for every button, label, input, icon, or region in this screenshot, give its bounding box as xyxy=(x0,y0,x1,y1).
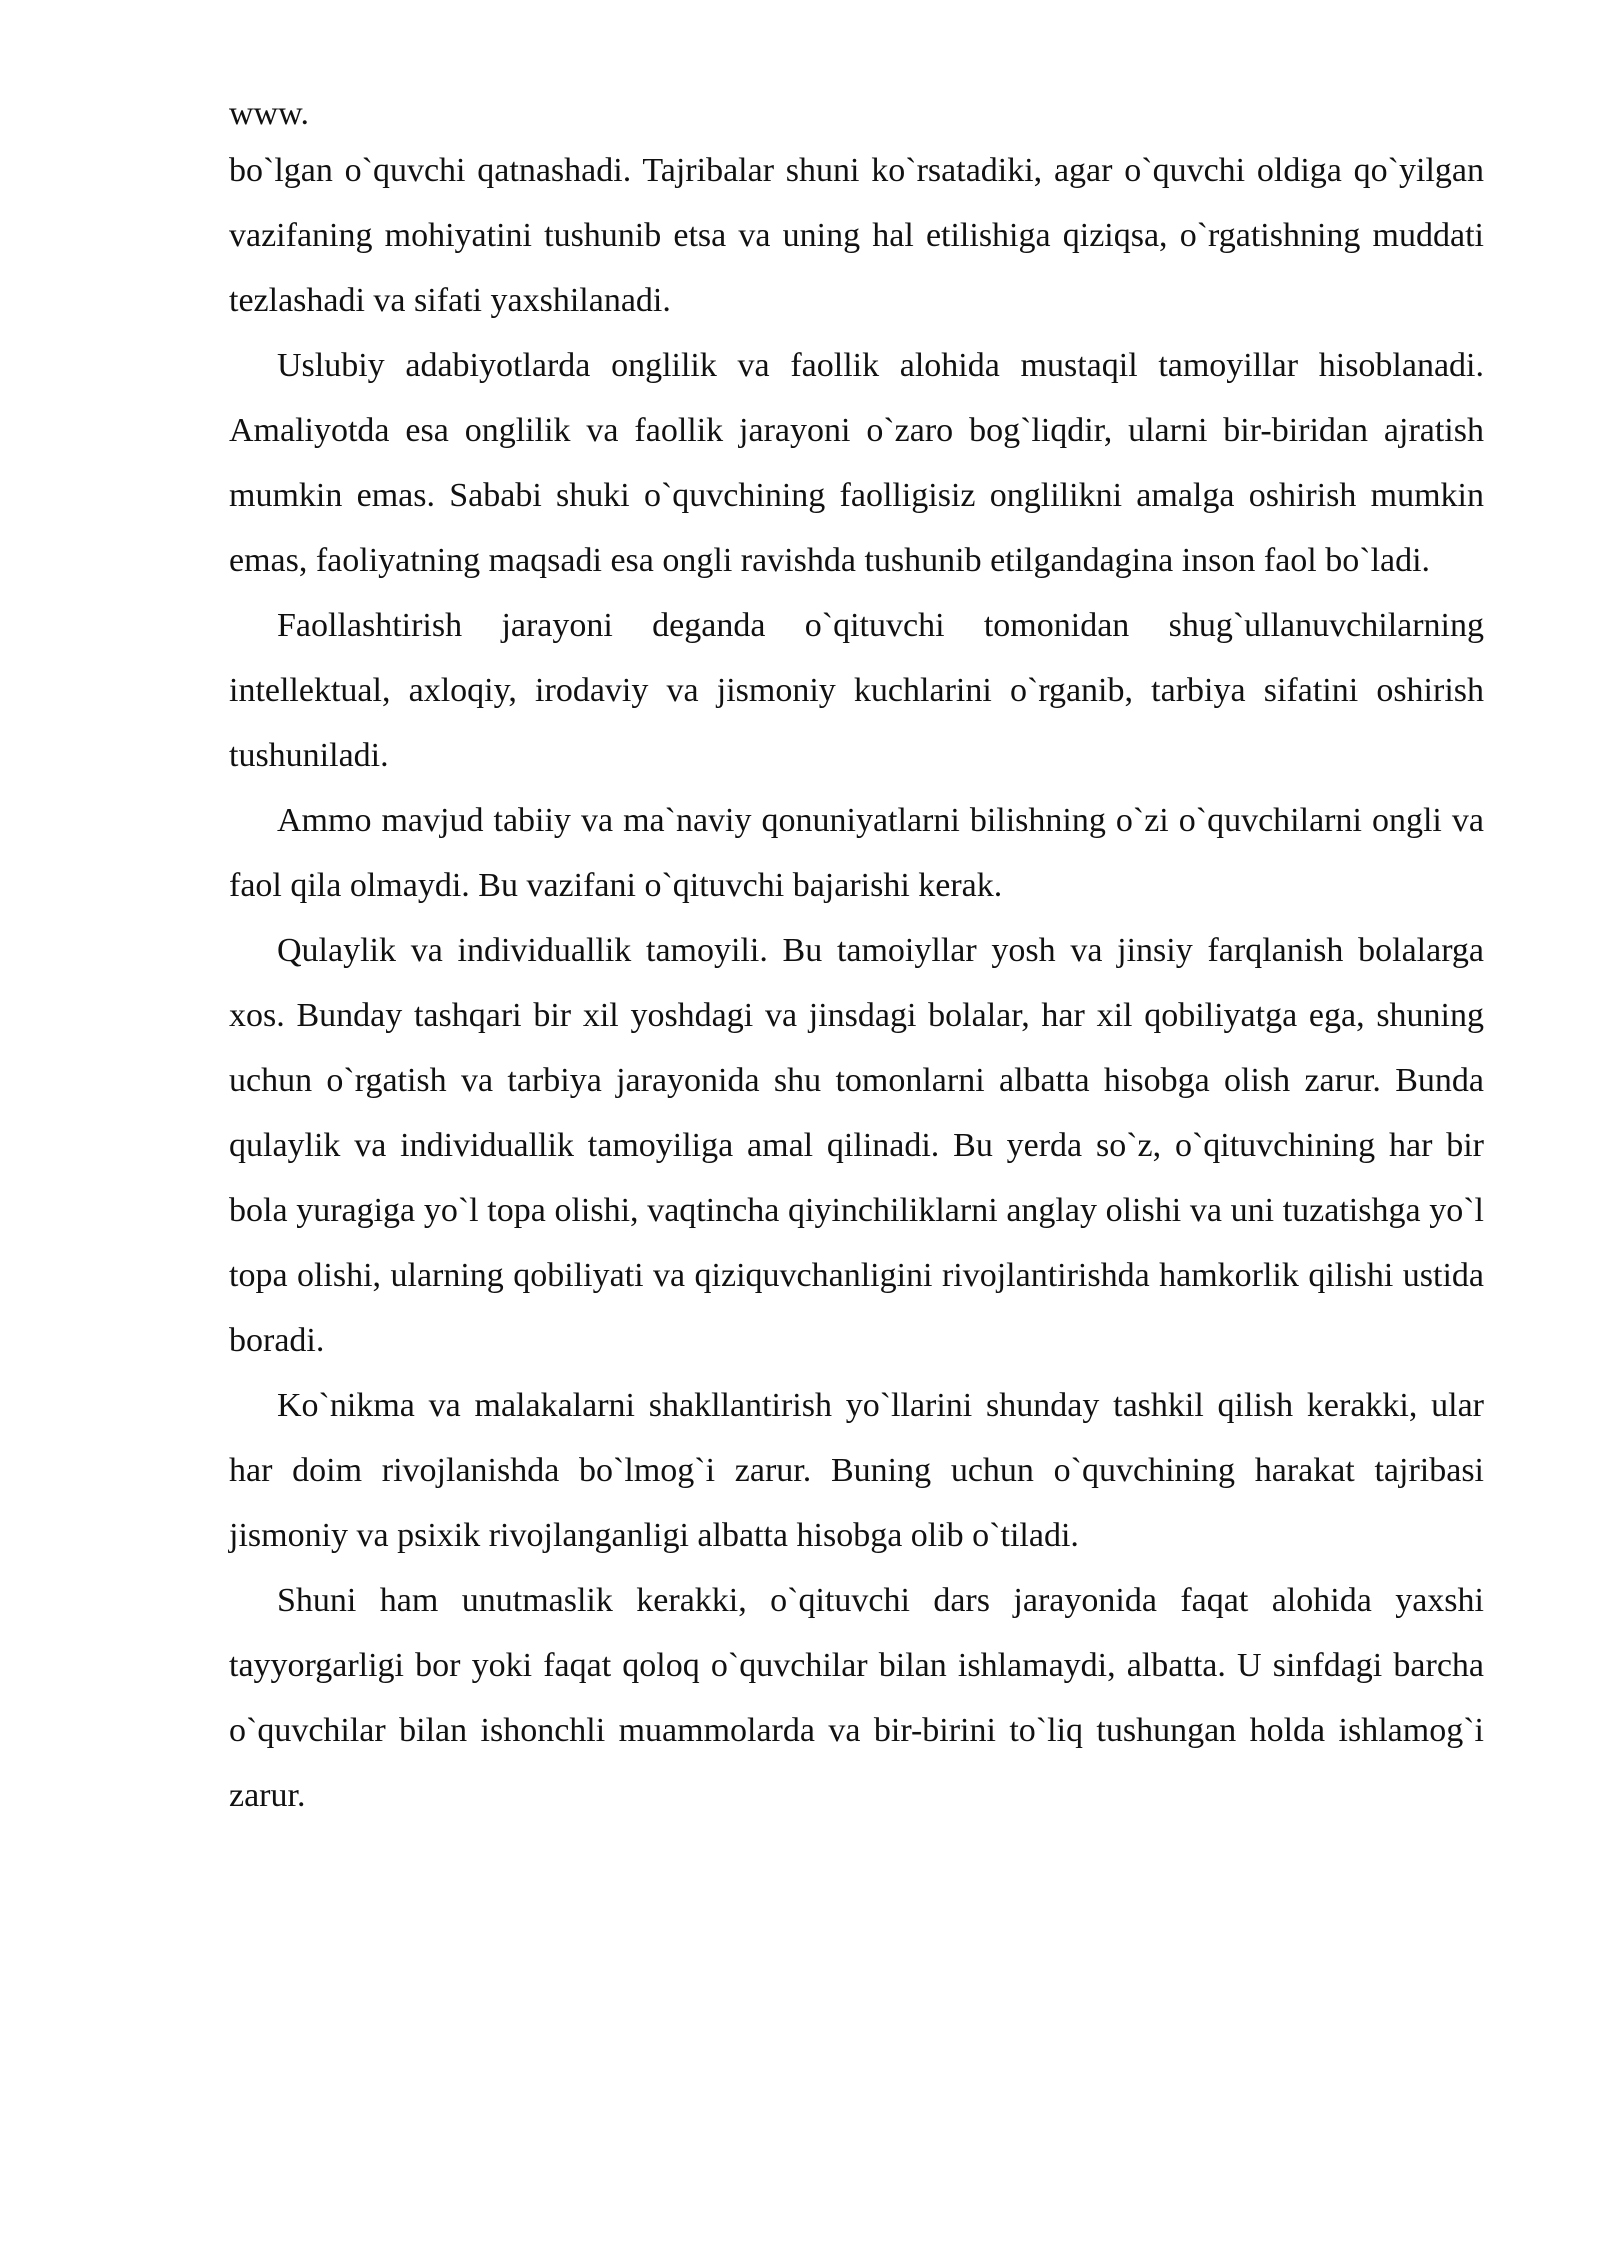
paragraph-7: Shuni ham unutmaslik kerakki, o`qituvchi dars jarayonida faqat alohida yaxshi tayyorgarligi bor yoki faqat qoloq o`quvchilar bilan ishlamaydi, albatta. U sinfdagi barcha o`quvchilar bilan ishonchli muammolarda va bir-birini to`liq tushungan holda ishlamog`i zarur. xyxy=(229,1582,1484,1814)
paragraph-4: Ammo mavjud tabiiy va ma`naviy qonuniyatlarni bilishning o`zi o`quvchilarni ongli va faol qila olmaydi. Bu vazifani o`qituvchi bajarishi kerak. xyxy=(229,802,1484,904)
header-text: www. xyxy=(229,95,309,132)
paragraph-2: Uslubiy adabiyotlarda onglilik va faollik alohida mustaqil tamoyillar hisoblanadi. Amaliyotda esa onglilik va faollik jarayoni o`zaro bog`liqdir, ularni bir-biridan ajratish mumkin emas. Sababi shuki o`quvchining faolligisiz onglilikni amalga oshirish mumkin emas, faoliyatning maqsadi esa ongli ravishda tushunib etilgandagina inson faol bo`ladi. xyxy=(229,347,1484,579)
paragraph-5: Qulaylik va individuallik tamoyili. Bu tamoiyllar yosh va jinsiy farqlanish bolalarga xos. Bunday tashqari bir xil yoshdagi va jinsdagi bolalar, har xil qobiliyatga ega, shuning uchun o`rgatish va tarbiya jarayonida shu tomonlarni albatta hisobga olish zarur. Bunda qulaylik va individuallik tamoyiliga amal qilinadi. Bu yerda so`z, o`qituvchining har bir bola yuragiga yo`l topa olishi, vaqtincha qiyinchiliklarni anglay olishi va uni tuzatishga yo`l topa olishi, ularning qobiliyati va qiziquvchanligini rivojlantirishda hamkorlik qilishi ustida boradi. xyxy=(229,932,1484,1359)
paragraph-6: Ko`nikma va malakalarni shakllantirish yo`llarini shunday tashkil qilish kerakki, ular har doim rivojlanishda bo`lmog`i zarur. Buning uchun o`quvchining harakat tajribasi jismoniy va psixik rivojlanganligi albatta hisobga olib o`tiladi. xyxy=(229,1387,1484,1554)
paragraph-1: bo`lgan o`quvchi qatnashadi. Tajribalar shuni ko`rsatadiki, agar o`quvchi oldiga qo`yilgan vazifaning mohiyatini tushunib etsa va uning hal etilishiga qiziqsa, o`rgatishning muddati tezlashadi va sifati yaxshilanadi. xyxy=(229,152,1484,319)
paragraph-3: Faollashtirish jarayoni deganda o`qituvchi tomonidan shug`ullanuvchilarning intellektual, axloqiy, irodaviy va jismoniy kuchlarini o`rganib, tarbiya sifatini oshirish tushuniladi. xyxy=(229,607,1484,774)
document-page xyxy=(229,90,1484,1828)
